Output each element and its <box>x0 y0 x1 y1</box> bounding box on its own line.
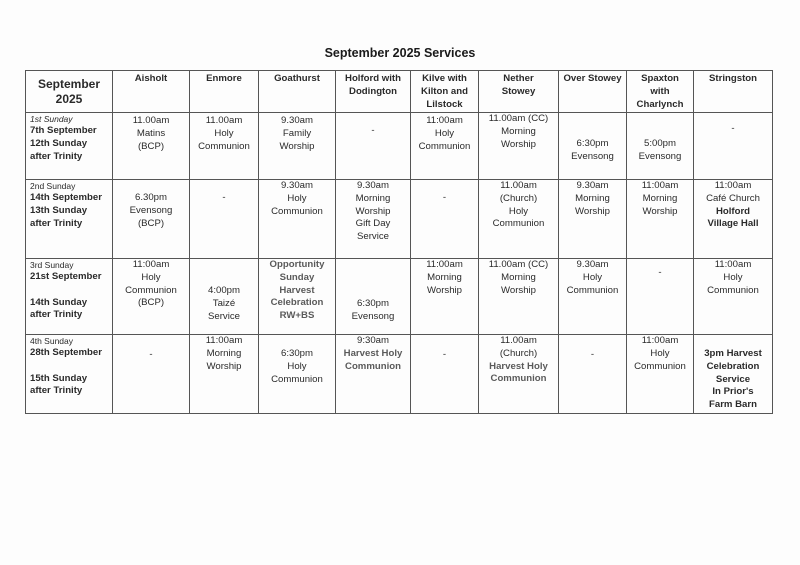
service-line: (BCP) <box>137 217 165 229</box>
service-line: Worship <box>500 284 536 296</box>
service-line: 11.00am <box>500 179 537 191</box>
sunday-ordinal: 3rd Sunday <box>30 259 74 270</box>
service-line: Evensong <box>571 150 614 162</box>
service-line: Holy <box>434 127 455 139</box>
service-line: RW+BS <box>279 310 315 322</box>
service-line: Service <box>715 373 751 385</box>
service-line: Morning <box>501 125 536 137</box>
service-line: Morning <box>427 271 462 283</box>
col-aisholt <box>113 71 190 113</box>
service-cell <box>336 334 411 413</box>
col-label: Over Stowey <box>563 73 622 84</box>
col-stringston <box>694 71 773 113</box>
service-cell <box>259 112 336 179</box>
service-cell <box>627 334 694 413</box>
service-line: Harvest Holy <box>489 360 548 372</box>
service-line: Worship <box>500 138 536 150</box>
service-line: 11.00am (CC) <box>488 258 549 270</box>
corner-line: September <box>37 77 101 91</box>
service-line: Morning <box>206 347 242 359</box>
service-line: 11.00am (CC) <box>488 112 549 124</box>
service-line: 9.30am <box>576 179 609 191</box>
service-line: 11:00am <box>714 258 752 270</box>
service-line: Communion <box>125 284 177 296</box>
spacer <box>30 360 112 373</box>
service-line: - <box>590 348 595 360</box>
service-line: Holy <box>582 271 603 283</box>
service-line: Communion <box>634 360 686 372</box>
date-cell <box>26 112 113 179</box>
service-line: Harvest <box>279 284 315 296</box>
col-label: Kilton and <box>421 85 468 97</box>
col-goathurst <box>259 71 336 113</box>
service-cell <box>113 179 190 258</box>
trinity-label: 12th Sunday <box>30 137 88 149</box>
service-line: (BCP) <box>137 297 165 309</box>
service-line: Worship <box>206 360 242 372</box>
service-cell <box>694 179 773 258</box>
col-spaxton <box>627 71 694 113</box>
service-line: Opportunity <box>269 258 325 270</box>
service-line: Worship <box>426 284 462 296</box>
service-cell <box>479 112 559 179</box>
service-line: Holy <box>287 360 307 372</box>
service-line: - <box>442 348 447 360</box>
service-cell <box>190 112 259 179</box>
service-line: Harvest Holy <box>343 347 403 359</box>
trinity-label: after Trinity <box>30 385 83 397</box>
service-line: Holy <box>723 271 743 283</box>
trinity-label: 14th Sunday <box>30 296 88 308</box>
trinity-label: after Trinity <box>30 150 83 162</box>
col-label: Kilve with <box>422 73 467 84</box>
service-line: Sunday <box>279 271 315 283</box>
service-line: Communion <box>345 360 401 372</box>
trinity-label: 13th Sunday <box>30 204 88 216</box>
service-line: 6:30pm <box>281 347 313 359</box>
service-line: 9.30am <box>576 258 609 270</box>
service-line: Village Hall <box>707 218 759 230</box>
service-cell <box>190 258 259 334</box>
service-line: Farm Barn <box>709 399 757 411</box>
service-cell <box>336 112 411 179</box>
trinity-label: after Trinity <box>30 309 83 321</box>
table-row <box>26 112 773 179</box>
col-kilve <box>411 71 479 113</box>
col-label: Spaxton <box>641 73 679 84</box>
col-label: Charlynch <box>636 98 684 110</box>
service-line: Communion <box>490 373 547 385</box>
service-line: 11:00am <box>714 179 752 191</box>
service-line: Worship <box>574 205 610 217</box>
col-label: Enmore <box>206 73 242 84</box>
sunday-ordinal: 1st Sunday <box>30 113 73 124</box>
service-line: Evensong <box>638 150 682 162</box>
col-label: Lilstock <box>426 98 463 110</box>
service-line: 11:00am <box>426 114 463 126</box>
col-label: Nether <box>503 73 534 84</box>
service-cell <box>694 258 773 334</box>
service-line: 9.30am <box>281 114 313 126</box>
service-line: 11:00am <box>641 334 679 346</box>
service-line: Evensong <box>129 204 173 216</box>
col-holford <box>336 71 411 113</box>
service-line: 9.30am <box>281 179 313 191</box>
service-line: Communion <box>271 373 323 385</box>
service-cell <box>259 334 336 413</box>
date-cell <box>26 258 113 334</box>
service-line: Worship <box>279 140 315 152</box>
col-label: with <box>650 85 670 97</box>
sunday-date: 14th September <box>30 191 102 203</box>
col-label: Aisholt <box>134 73 168 84</box>
service-line: Matins <box>136 127 166 139</box>
service-line: Worship <box>355 205 391 217</box>
service-line: (Church) <box>499 192 538 204</box>
service-line: Holy <box>508 205 529 217</box>
service-cell <box>479 258 559 334</box>
table-row <box>26 179 773 258</box>
service-line: Holy <box>650 347 670 359</box>
service-cell <box>411 112 479 179</box>
service-cell <box>190 179 259 258</box>
service-cell <box>411 334 479 413</box>
service-line: 11:00am <box>132 258 170 270</box>
page-title: September 2025 Services <box>324 46 476 60</box>
service-line: 11.00am <box>132 114 170 126</box>
col-label: Stowey <box>501 85 536 97</box>
service-cell <box>694 334 773 413</box>
table-row <box>26 258 773 334</box>
service-line: 11:00am <box>641 179 679 191</box>
trinity-label: 15th Sunday <box>30 372 88 384</box>
service-cell <box>411 258 479 334</box>
service-line: Holford <box>715 205 751 217</box>
service-cell <box>627 258 694 334</box>
service-line: Service <box>357 231 389 243</box>
service-line: - <box>731 122 735 134</box>
service-line: Morning <box>501 271 536 283</box>
service-line: 11.00am <box>500 334 537 346</box>
service-line: 6.30pm <box>135 191 167 203</box>
service-cell <box>559 334 627 413</box>
service-line: Holy <box>214 127 234 139</box>
service-line: Service <box>208 310 240 322</box>
service-cell <box>694 112 773 179</box>
corner-line: 2025 <box>55 92 83 106</box>
sunday-date: 7th September <box>30 124 97 136</box>
service-line: 6:30pm <box>357 297 389 309</box>
service-line: 9.30am <box>357 179 389 191</box>
sunday-ordinal: 2nd Sunday <box>30 180 76 191</box>
service-line: In Prior's <box>712 386 754 398</box>
service-cell <box>259 258 336 334</box>
service-line: Gift Day <box>355 218 391 230</box>
service-line: Celebration <box>270 297 324 309</box>
service-cell <box>190 334 259 413</box>
col-enmore <box>190 71 259 113</box>
service-line: 3pm Harvest <box>704 347 762 359</box>
service-line: Evensong <box>351 310 395 322</box>
service-line: Communion <box>707 284 759 296</box>
service-line: Morning <box>355 192 391 204</box>
date-cell <box>26 179 113 258</box>
col-over-stowey <box>559 71 627 113</box>
col-label: Dodington <box>349 85 397 97</box>
service-cell <box>336 179 411 258</box>
col-label: Goathurst <box>274 73 320 84</box>
col-label: Holford with <box>345 73 401 84</box>
service-line: (BCP) <box>137 140 165 152</box>
service-cell <box>113 112 190 179</box>
service-line: - <box>658 266 662 278</box>
header-row <box>26 71 773 113</box>
trinity-label: after Trinity <box>30 217 83 229</box>
service-line: Communion <box>271 205 323 217</box>
service-cell <box>559 112 627 179</box>
service-line: Communion <box>198 140 250 152</box>
service-line: - <box>149 348 153 360</box>
service-line: (Church) <box>499 347 538 359</box>
service-cell <box>627 112 694 179</box>
sunday-date: 21st September <box>30 270 102 282</box>
service-cell <box>627 179 694 258</box>
col-nether-stowey <box>479 71 559 113</box>
service-line: Morning <box>575 192 610 204</box>
col-label: Stringston <box>709 73 757 84</box>
service-line: - <box>222 191 226 203</box>
service-cell <box>479 179 559 258</box>
service-cell <box>113 334 190 413</box>
service-line: 11.00am <box>205 114 243 126</box>
service-cell <box>336 258 411 334</box>
service-cell <box>559 179 627 258</box>
service-line: 5:00pm <box>644 137 676 149</box>
service-line: 11:00am <box>426 258 463 270</box>
service-line: Worship <box>642 205 678 217</box>
service-line: Morning <box>642 192 678 204</box>
service-cell <box>479 334 559 413</box>
date-cell <box>26 334 113 413</box>
services-table <box>25 70 773 414</box>
service-line: Communion <box>492 218 545 230</box>
service-line: Communion <box>418 140 471 152</box>
service-line: Celebration <box>706 360 760 372</box>
service-line: Family <box>282 127 312 139</box>
service-line: 4:00pm <box>208 284 240 296</box>
service-line: 11:00am <box>205 334 243 346</box>
service-line: 6:30pm <box>576 137 609 149</box>
service-line: - <box>371 124 375 136</box>
service-line: Holy <box>287 192 307 204</box>
service-line: Café Church <box>706 192 760 204</box>
service-cell <box>411 179 479 258</box>
service-line: Taizé <box>212 297 236 309</box>
service-cell <box>113 258 190 334</box>
service-line: Communion <box>566 284 619 296</box>
sunday-date: 28th September <box>30 346 102 358</box>
corner-heading <box>26 71 113 113</box>
service-line: - <box>442 191 447 203</box>
service-line: 9:30am <box>357 334 389 346</box>
service-cell <box>559 258 627 334</box>
table-row <box>26 334 773 413</box>
spacer <box>30 284 112 297</box>
sunday-ordinal: 4th Sunday <box>30 335 74 346</box>
service-cell <box>259 179 336 258</box>
service-line: Holy <box>141 271 161 283</box>
